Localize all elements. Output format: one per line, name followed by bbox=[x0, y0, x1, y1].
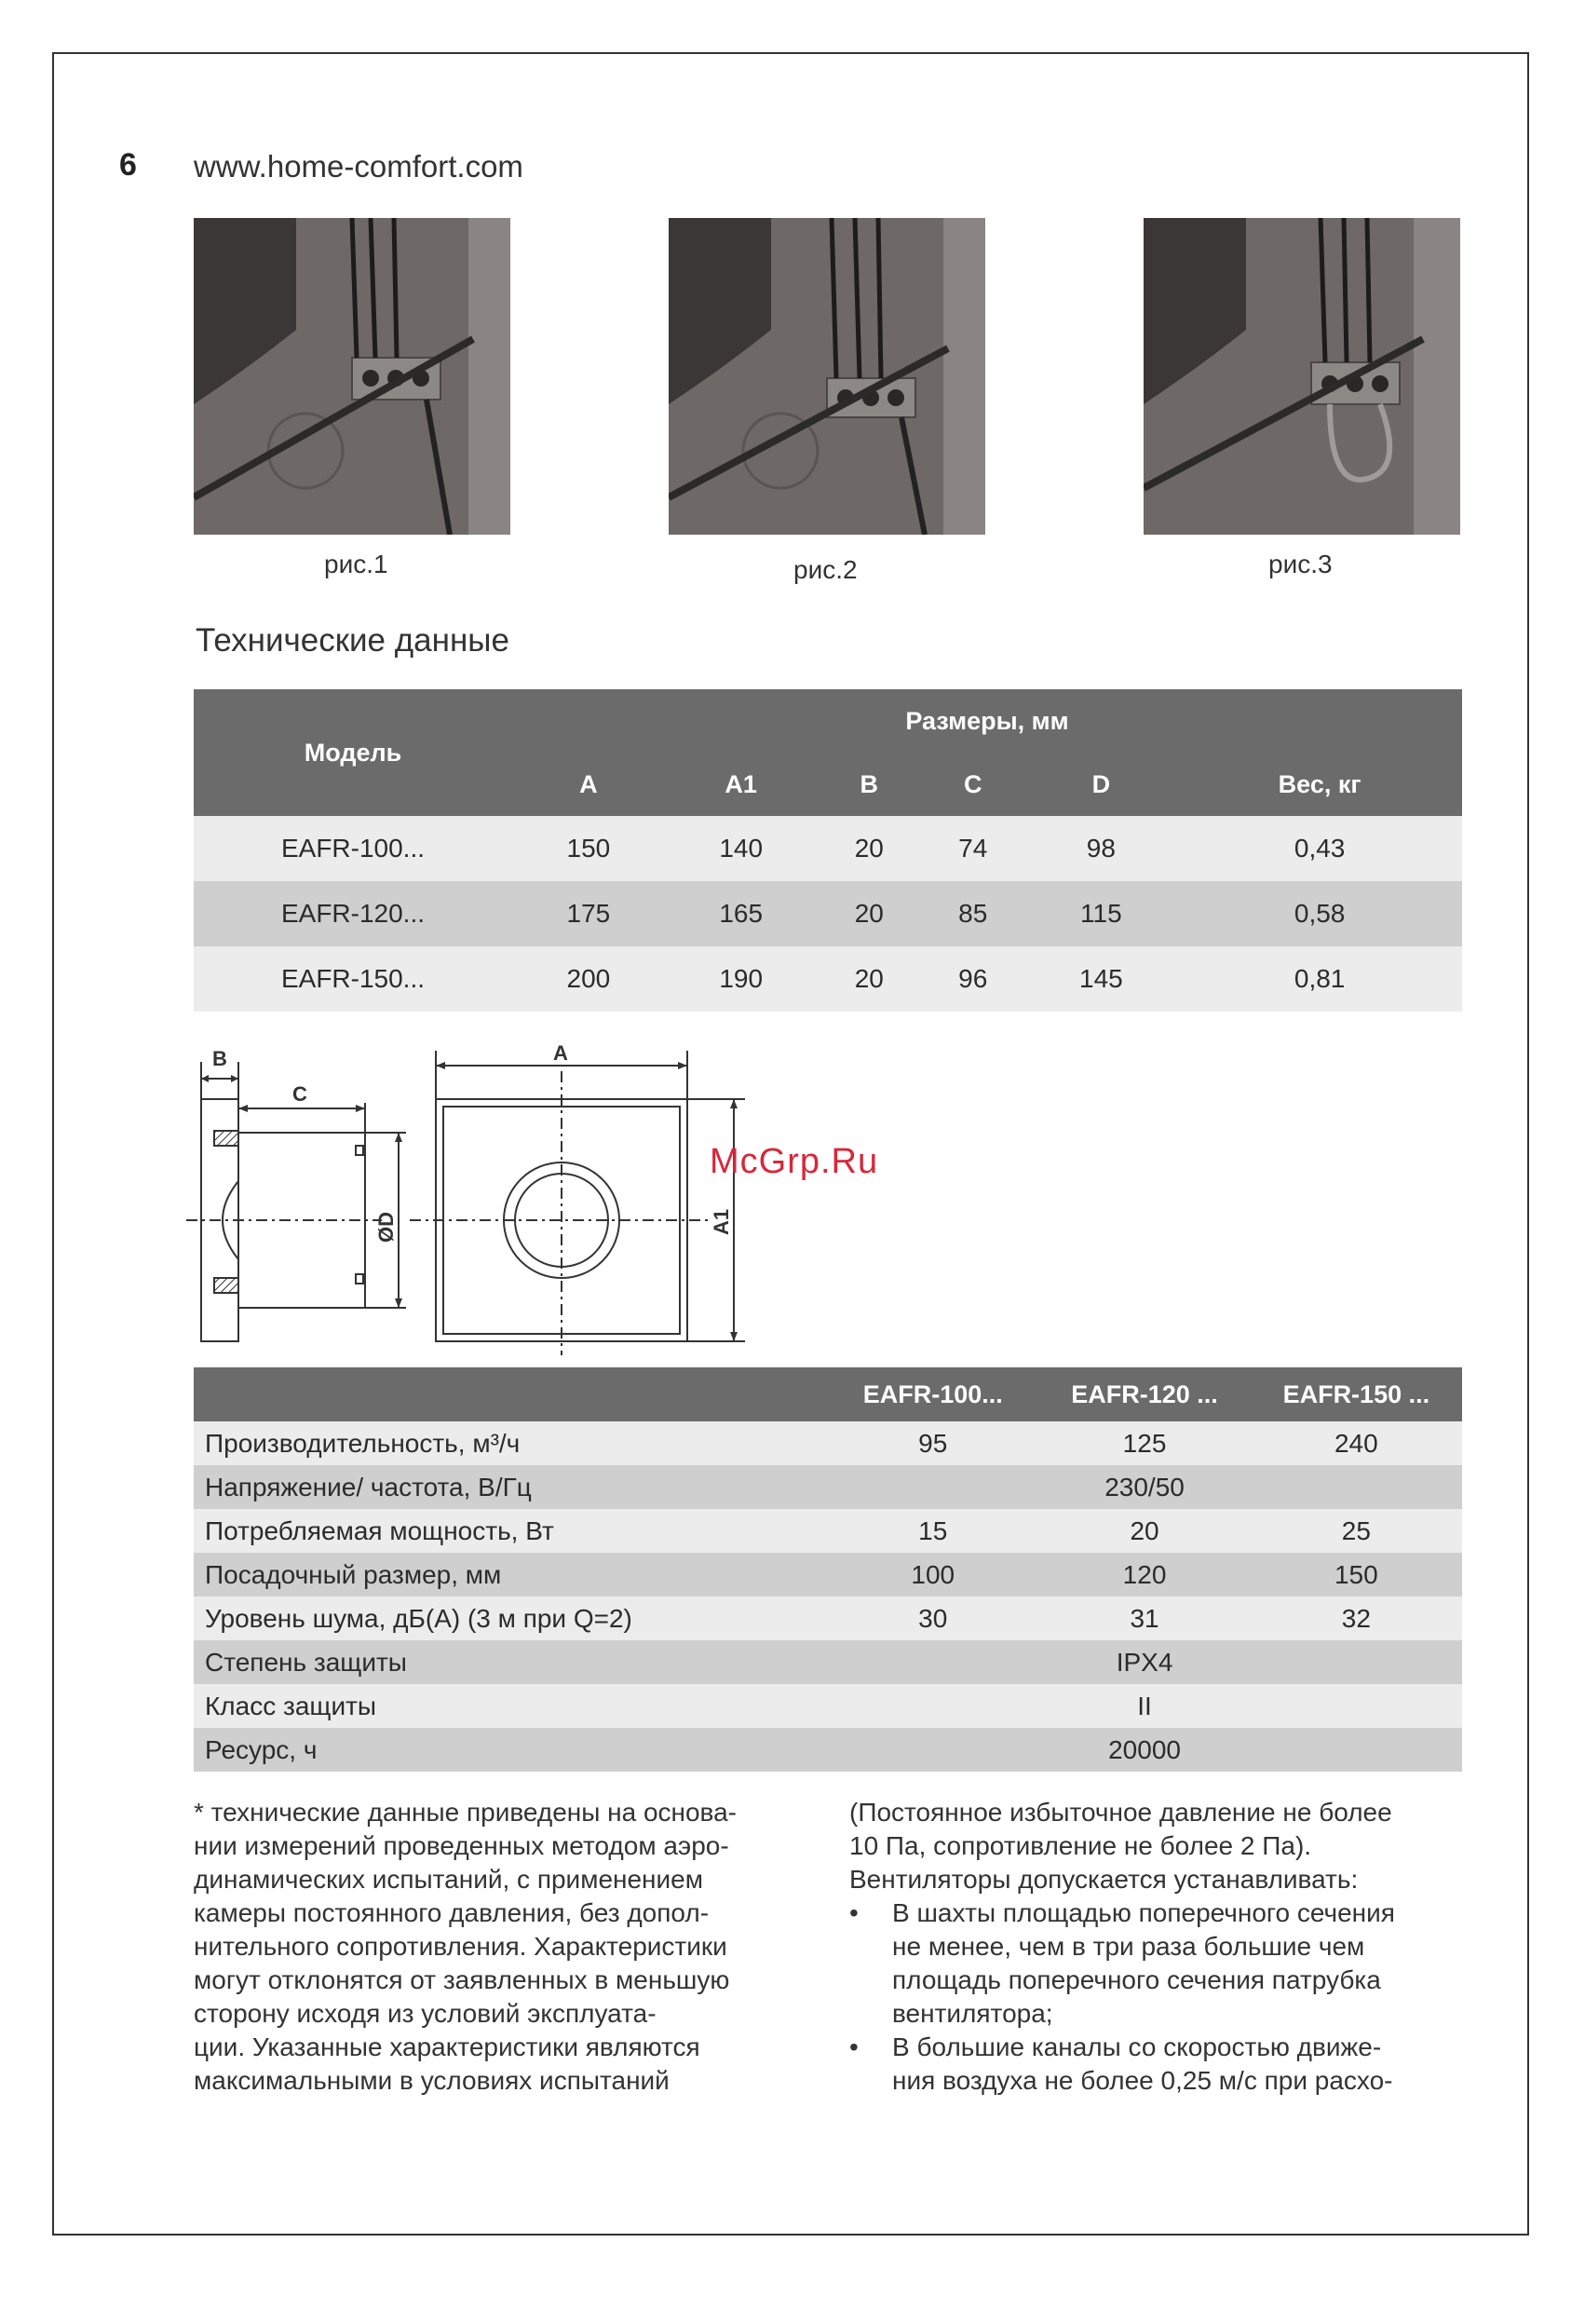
note-line: (Постоянное избыточное давление не более bbox=[849, 1798, 1392, 1827]
column-header: A1 bbox=[665, 753, 818, 816]
note-line: могут отклонятся от заявленных в меньшую bbox=[194, 1965, 730, 1994]
column-header: D bbox=[1024, 753, 1177, 816]
table-row bbox=[194, 1465, 1462, 1509]
table-cell: 190 bbox=[665, 946, 818, 1012]
table-row bbox=[194, 1509, 1462, 1553]
spec-value: 100 bbox=[827, 1553, 1038, 1597]
note-line: 10 Па, сопротивление не более 2 Па). bbox=[849, 1831, 1312, 1860]
spec-label: Уровень шума, дБ(А) (3 м при Q=2) bbox=[194, 1597, 827, 1640]
table-cell: 200 bbox=[512, 946, 665, 1012]
spec-value: 31 bbox=[1038, 1597, 1250, 1640]
spec-value: 230/50 bbox=[827, 1465, 1462, 1509]
model-cell: EAFR-150... bbox=[194, 946, 512, 1012]
label-c: C bbox=[292, 1082, 307, 1106]
table-cell: 20 bbox=[818, 946, 921, 1012]
spec-label: Потребляемая мощность, Вт bbox=[194, 1509, 827, 1553]
label-a1: A1 bbox=[710, 1208, 733, 1235]
table-cell: 20 bbox=[818, 816, 921, 881]
table-row bbox=[194, 1597, 1462, 1640]
spec-label: Посадочный размер, мм bbox=[194, 1553, 827, 1597]
figure-3-caption: рис.3 bbox=[1268, 550, 1333, 578]
table-row bbox=[194, 881, 1462, 946]
table-cell: 140 bbox=[665, 816, 818, 881]
page-number: 6 bbox=[119, 147, 137, 183]
spec-label: Производительность, м³/ч bbox=[194, 1421, 827, 1465]
specs-corner bbox=[194, 1367, 827, 1421]
list-item bbox=[849, 1896, 1464, 2031]
model-column-header: EAFR-150 ... bbox=[1251, 1367, 1462, 1421]
model-header: Модель bbox=[194, 689, 512, 816]
spec-value: 150 bbox=[1251, 1553, 1462, 1597]
table-cell: 115 bbox=[1024, 881, 1177, 946]
table-cell: 74 bbox=[921, 816, 1024, 881]
spec-value: 25 bbox=[1251, 1509, 1462, 1553]
specs-table bbox=[194, 1367, 1462, 1772]
note-line: камеры постоянного давления, без допол- bbox=[194, 1898, 710, 1927]
table-cell: 0,58 bbox=[1177, 881, 1462, 946]
table-row bbox=[194, 1553, 1462, 1597]
spec-value: 20 bbox=[1038, 1509, 1250, 1553]
installation-notes bbox=[849, 1796, 1464, 2098]
table-cell: 0,81 bbox=[1177, 946, 1462, 1012]
table-row bbox=[194, 946, 1462, 1012]
note-line: Вентиляторы допускается устанавливать: bbox=[849, 1865, 1359, 1894]
spec-label: Напряжение/ частота, В/Гц bbox=[194, 1465, 827, 1509]
column-header: A bbox=[512, 753, 665, 816]
note-line: динамических испытаний, с применением bbox=[194, 1865, 703, 1894]
table-cell: 145 bbox=[1024, 946, 1177, 1012]
table-row bbox=[194, 1640, 1462, 1684]
note-line: ции. Указанные характеристики являются bbox=[194, 2032, 700, 2061]
list-item bbox=[849, 2031, 1464, 2098]
note-line: площадь поперечного сечения патрубка bbox=[892, 1965, 1381, 1994]
column-header: Вес, кг bbox=[1177, 753, 1462, 816]
model-column-header: EAFR-100... bbox=[827, 1367, 1038, 1421]
note-line: нии измерений проведенных методом аэро- bbox=[194, 1831, 729, 1860]
dimensions-table bbox=[194, 689, 1462, 1012]
note-line: нительного сопротивления. Характеристики bbox=[194, 1932, 727, 1961]
spec-value: 20000 bbox=[827, 1728, 1462, 1772]
table-cell: 96 bbox=[921, 946, 1024, 1012]
watermark: McGrp.Ru bbox=[710, 1142, 879, 1181]
spec-label: Степень защиты bbox=[194, 1640, 827, 1684]
table-cell: 175 bbox=[512, 881, 665, 946]
spec-value: 125 bbox=[1038, 1421, 1250, 1465]
dimension-drawing bbox=[186, 1034, 764, 1360]
spec-value: 15 bbox=[827, 1509, 1038, 1553]
spec-value: 30 bbox=[827, 1597, 1038, 1640]
spec-value: 95 bbox=[827, 1421, 1038, 1465]
note-line: • В большие каналы со скоростью движе- bbox=[892, 2032, 1382, 2061]
note-line: сторону исходя из условий эксплуата- bbox=[194, 1999, 657, 2028]
label-b: B bbox=[212, 1047, 227, 1070]
model-cell: EAFR-120... bbox=[194, 881, 512, 946]
table-cell: 20 bbox=[818, 881, 921, 946]
note-line: вентилятора; bbox=[892, 1999, 1053, 2028]
model-column-header: EAFR-120 ... bbox=[1038, 1367, 1250, 1421]
figure-2-photo bbox=[669, 218, 985, 535]
spec-value: II bbox=[827, 1684, 1462, 1728]
table-cell: 150 bbox=[512, 816, 665, 881]
table-cell: 98 bbox=[1024, 816, 1177, 881]
spec-value: 120 bbox=[1038, 1553, 1250, 1597]
spec-label: Ресурс, ч bbox=[194, 1728, 827, 1772]
site-url[interactable]: www.home-comfort.com bbox=[194, 149, 523, 183]
table-row bbox=[194, 1421, 1462, 1465]
spec-value: 32 bbox=[1251, 1597, 1462, 1640]
figure-2-caption: рис.2 bbox=[793, 555, 858, 584]
label-a: A bbox=[553, 1041, 568, 1065]
installation-list bbox=[849, 1896, 1464, 2098]
figure-3-photo bbox=[1144, 218, 1460, 535]
figure-1-photo bbox=[194, 218, 510, 535]
dimensions-group-header: Размеры, мм bbox=[512, 689, 1462, 753]
figure-1-caption: рис.1 bbox=[324, 550, 388, 578]
note-line: ния воздуха не более 0,25 м/с при расхо- bbox=[892, 2066, 1393, 2095]
spec-label: Класс защиты bbox=[194, 1684, 827, 1728]
table-row bbox=[194, 1684, 1462, 1728]
table-cell: 0,43 bbox=[1177, 816, 1462, 881]
label-d: ØD bbox=[374, 1212, 398, 1243]
note-line: максимальными в условиях испытаний bbox=[194, 2066, 670, 2095]
table-cell: 165 bbox=[665, 881, 818, 946]
note-line: • В шахты площадью поперечного сечения bbox=[892, 1898, 1395, 1927]
spec-value: IPX4 bbox=[827, 1640, 1462, 1684]
section-title: Технические данные bbox=[196, 622, 509, 659]
note-line: * технические данные приведены на основа- bbox=[194, 1798, 738, 1827]
column-header: B bbox=[818, 753, 921, 816]
table-cell: 85 bbox=[921, 881, 1024, 946]
column-header: C bbox=[921, 753, 1024, 816]
note-line: не менее, чем в три раза большие чем bbox=[892, 1932, 1365, 1961]
spec-value: 240 bbox=[1251, 1421, 1462, 1465]
table-row bbox=[194, 1728, 1462, 1772]
table-row bbox=[194, 816, 1462, 881]
footnote-text bbox=[194, 1796, 818, 2098]
model-cell: EAFR-100... bbox=[194, 816, 512, 881]
